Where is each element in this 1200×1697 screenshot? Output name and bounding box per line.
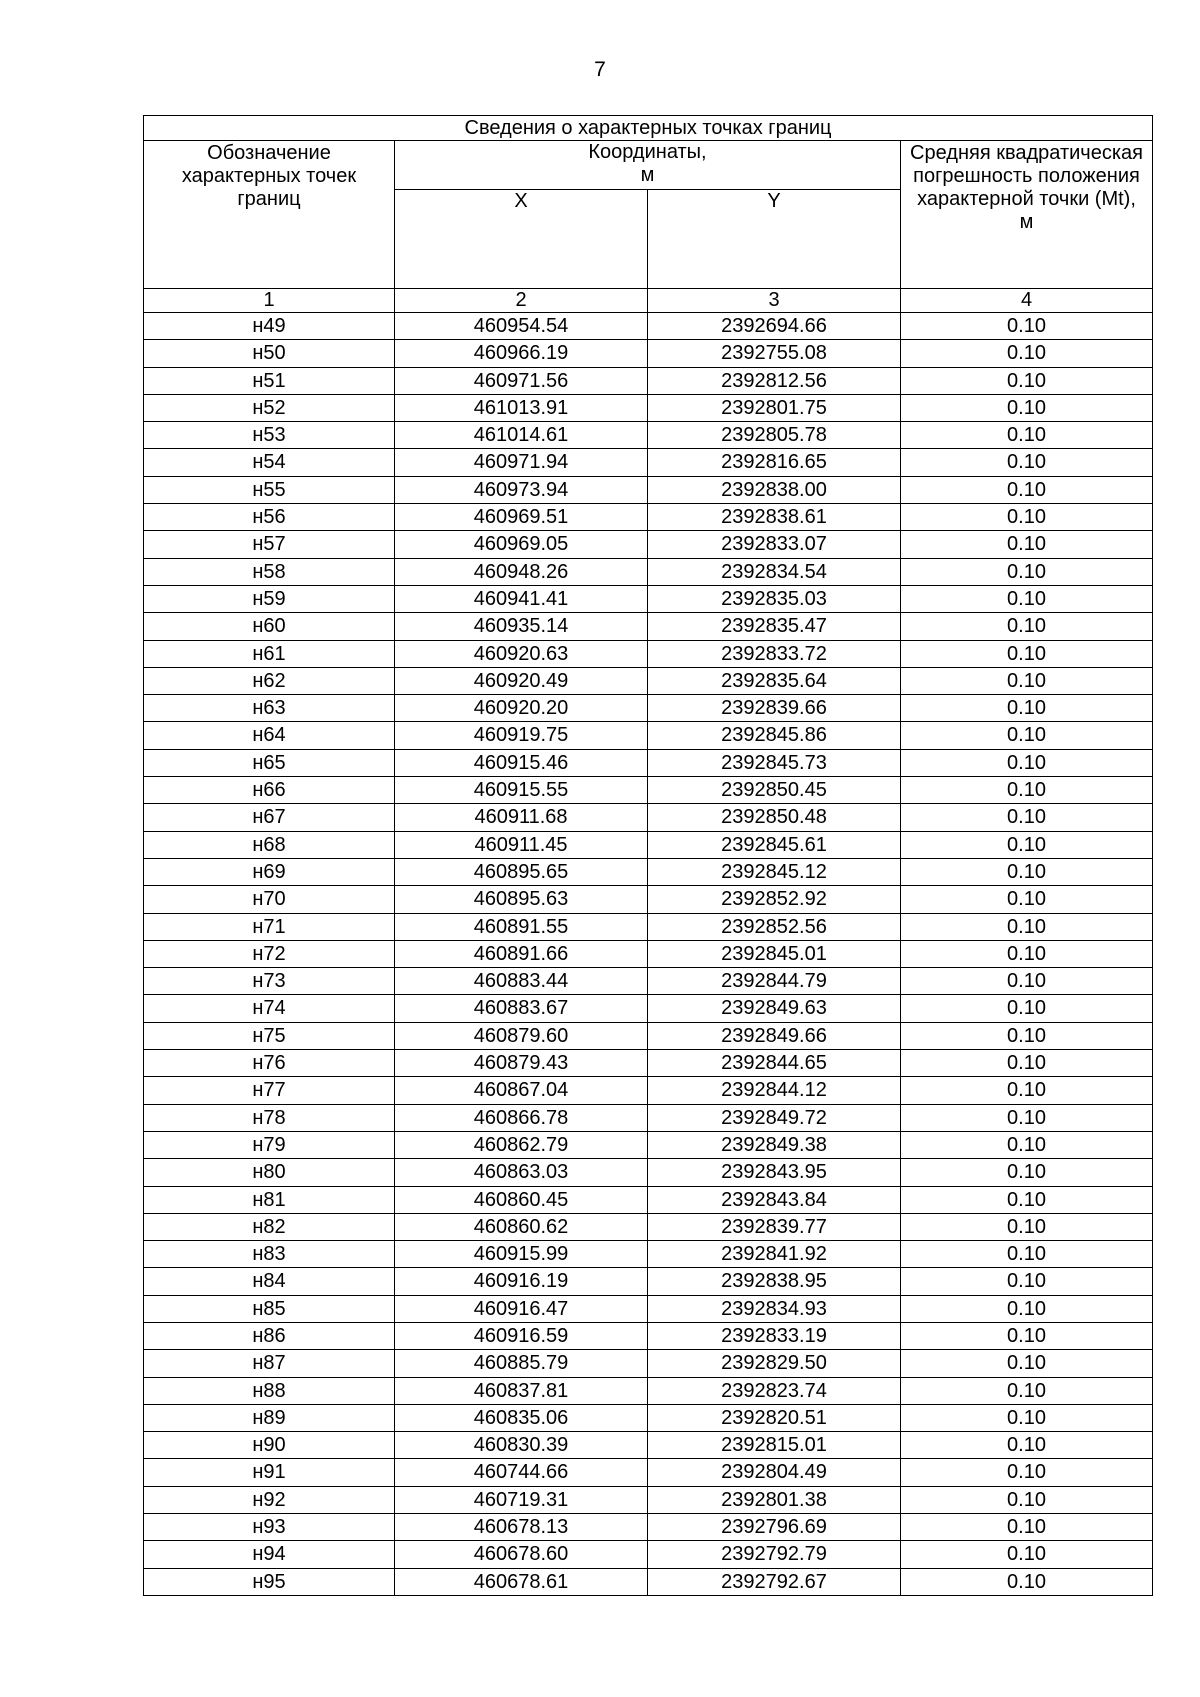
x-coordinate-cell: 460860.45: [395, 1186, 648, 1213]
y-coordinate-cell: 2392844.65: [648, 1050, 901, 1077]
point-id-cell: н61: [144, 640, 395, 667]
point-id-cell: н60: [144, 613, 395, 640]
mt-error-cell: 0.10: [901, 1241, 1153, 1268]
x-coordinate-cell: 460895.63: [395, 886, 648, 913]
column-number-1: 1: [144, 289, 395, 313]
point-id-cell: н71: [144, 913, 395, 940]
x-coordinate-cell: 460719.31: [395, 1486, 648, 1513]
y-coordinate-cell: 2392849.38: [648, 1131, 901, 1158]
table-title: Сведения о характерных точках границ: [144, 116, 1153, 141]
mt-error-cell: 0.10: [901, 777, 1153, 804]
mt-error-cell: 0.10: [901, 558, 1153, 585]
page-number: 7: [594, 58, 606, 81]
table-row: [144, 1022, 1153, 1049]
column-number-2: 2: [395, 289, 648, 313]
y-coordinate-cell: 2392833.19: [648, 1322, 901, 1349]
mt-error-cell: 0.10: [901, 1459, 1153, 1486]
x-coordinate-cell: 460863.03: [395, 1159, 648, 1186]
y-coordinate-cell: 2392755.08: [648, 340, 901, 367]
point-id-cell: н89: [144, 1404, 395, 1431]
table-row: [144, 1404, 1153, 1431]
point-id-cell: н82: [144, 1213, 395, 1240]
point-id-cell: н50: [144, 340, 395, 367]
table-row: [144, 1050, 1153, 1077]
x-coordinate-cell: 461013.91: [395, 394, 648, 421]
table-row: [144, 777, 1153, 804]
x-coordinate-cell: 460867.04: [395, 1077, 648, 1104]
y-coordinate-cell: 2392835.47: [648, 613, 901, 640]
table-row: [144, 1104, 1153, 1131]
y-coordinate-cell: 2392823.74: [648, 1377, 901, 1404]
x-coordinate-cell: 460879.60: [395, 1022, 648, 1049]
error-unit: м: [1019, 211, 1034, 233]
x-coordinate-cell: 460916.47: [395, 1295, 648, 1322]
point-id-cell: н90: [144, 1432, 395, 1459]
x-coordinate-cell: 460969.51: [395, 504, 648, 531]
error-header: [901, 141, 1153, 289]
mt-error-cell: 0.10: [901, 1568, 1153, 1595]
designation-header: [144, 141, 395, 289]
table-row: [144, 1241, 1153, 1268]
point-id-cell: н55: [144, 476, 395, 503]
table-row: [144, 858, 1153, 885]
table-row: [144, 722, 1153, 749]
point-id-cell: н77: [144, 1077, 395, 1104]
y-coordinate-cell: 2392833.72: [648, 640, 901, 667]
y-coordinate-cell: 2392801.38: [648, 1486, 901, 1513]
table-row: [144, 1186, 1153, 1213]
y-coordinate-cell: 2392833.07: [648, 531, 901, 558]
mt-error-cell: 0.10: [901, 1377, 1153, 1404]
x-coordinate-cell: 460915.99: [395, 1241, 648, 1268]
point-id-cell: н72: [144, 940, 395, 967]
point-id-cell: н87: [144, 1350, 395, 1377]
mt-error-cell: 0.10: [901, 1404, 1153, 1431]
point-id-cell: н93: [144, 1514, 395, 1541]
table-row: [144, 940, 1153, 967]
column-number-3: 3: [648, 289, 901, 313]
x-coordinate-cell: 460883.44: [395, 968, 648, 995]
y-coordinate-cell: 2392845.01: [648, 940, 901, 967]
point-id-cell: н54: [144, 449, 395, 476]
x-coordinate-cell: 460916.59: [395, 1322, 648, 1349]
point-id-cell: н53: [144, 422, 395, 449]
x-coordinate-cell: 460920.63: [395, 640, 648, 667]
mt-error-cell: 0.10: [901, 1322, 1153, 1349]
table-row: [144, 1295, 1153, 1322]
table-row: [144, 476, 1153, 503]
mt-error-cell: 0.10: [901, 585, 1153, 612]
mt-error-cell: 0.10: [901, 968, 1153, 995]
mt-error-cell: 0.10: [901, 1131, 1153, 1158]
y-coordinate-cell: 2392849.66: [648, 1022, 901, 1049]
table-row: [144, 749, 1153, 776]
point-id-cell: н88: [144, 1377, 395, 1404]
point-id-cell: н57: [144, 531, 395, 558]
y-coordinate-cell: 2392829.50: [648, 1350, 901, 1377]
y-coordinate-cell: 2392804.49: [648, 1459, 901, 1486]
x-coordinate-cell: 460973.94: [395, 476, 648, 503]
x-coordinate-cell: 460971.94: [395, 449, 648, 476]
table-row: [144, 1159, 1153, 1186]
table-row: [144, 695, 1153, 722]
point-id-cell: н81: [144, 1186, 395, 1213]
x-coordinate-cell: 460971.56: [395, 367, 648, 394]
x-header: X: [395, 190, 648, 289]
coordinates-header: [395, 141, 901, 190]
point-id-cell: н51: [144, 367, 395, 394]
table-row: [144, 1077, 1153, 1104]
x-coordinate-cell: 460941.41: [395, 585, 648, 612]
mt-error-cell: 0.10: [901, 804, 1153, 831]
x-coordinate-cell: 460883.67: [395, 995, 648, 1022]
y-coordinate-cell: 2392834.93: [648, 1295, 901, 1322]
table-row: [144, 585, 1153, 612]
y-coordinate-cell: 2392844.79: [648, 968, 901, 995]
mt-error-cell: 0.10: [901, 886, 1153, 913]
y-coordinate-cell: 2392841.92: [648, 1241, 901, 1268]
x-coordinate-cell: 460837.81: [395, 1377, 648, 1404]
y-coordinate-cell: 2392852.92: [648, 886, 901, 913]
y-coordinate-cell: 2392834.54: [648, 558, 901, 585]
mt-error-cell: 0.10: [901, 1077, 1153, 1104]
table-row: [144, 831, 1153, 858]
table-title-row: [144, 116, 1153, 141]
x-coordinate-cell: 460920.49: [395, 667, 648, 694]
point-id-cell: н64: [144, 722, 395, 749]
mt-error-cell: 0.10: [901, 695, 1153, 722]
table-row: [144, 313, 1153, 340]
table-row: [144, 804, 1153, 831]
x-coordinate-cell: 460916.19: [395, 1268, 648, 1295]
x-coordinate-cell: 460891.66: [395, 940, 648, 967]
mt-error-cell: 0.10: [901, 1432, 1153, 1459]
point-id-cell: н95: [144, 1568, 395, 1595]
table-row: [144, 1131, 1153, 1158]
x-coordinate-cell: 460678.60: [395, 1541, 648, 1568]
table-row: [144, 422, 1153, 449]
y-coordinate-cell: 2392845.86: [648, 722, 901, 749]
x-coordinate-cell: 460969.05: [395, 531, 648, 558]
y-coordinate-cell: 2392843.84: [648, 1186, 901, 1213]
table-row: [144, 913, 1153, 940]
mt-error-cell: 0.10: [901, 504, 1153, 531]
mt-error-cell: 0.10: [901, 1486, 1153, 1513]
point-id-cell: н70: [144, 886, 395, 913]
table-row: [144, 504, 1153, 531]
x-coordinate-cell: 460915.46: [395, 749, 648, 776]
y-coordinate-cell: 2392820.51: [648, 1404, 901, 1431]
point-id-cell: н67: [144, 804, 395, 831]
table-row: [144, 1268, 1153, 1295]
point-id-cell: н62: [144, 667, 395, 694]
y-coordinate-cell: 2392849.72: [648, 1104, 901, 1131]
x-coordinate-cell: 460911.68: [395, 804, 648, 831]
point-id-cell: н84: [144, 1268, 395, 1295]
y-coordinate-cell: 2392844.12: [648, 1077, 901, 1104]
y-coordinate-cell: 2392850.45: [648, 777, 901, 804]
mt-error-cell: 0.10: [901, 422, 1153, 449]
x-coordinate-cell: 460830.39: [395, 1432, 648, 1459]
point-id-cell: н79: [144, 1131, 395, 1158]
point-id-cell: н65: [144, 749, 395, 776]
x-coordinate-cell: 460935.14: [395, 613, 648, 640]
x-coordinate-cell: 460862.79: [395, 1131, 648, 1158]
x-coordinate-cell: 460891.55: [395, 913, 648, 940]
y-coordinate-cell: 2392835.64: [648, 667, 901, 694]
point-id-cell: н73: [144, 968, 395, 995]
y-coordinate-cell: 2392843.95: [648, 1159, 901, 1186]
x-coordinate-cell: 460744.66: [395, 1459, 648, 1486]
mt-error-cell: 0.10: [901, 1186, 1153, 1213]
mt-error-cell: 0.10: [901, 313, 1153, 340]
mt-error-cell: 0.10: [901, 640, 1153, 667]
table-row: [144, 1432, 1153, 1459]
x-coordinate-cell: 460911.45: [395, 831, 648, 858]
x-coordinate-cell: 460920.20: [395, 695, 648, 722]
boundary-points-table: [143, 115, 1153, 1596]
y-coordinate-cell: 2392839.66: [648, 695, 901, 722]
mt-error-cell: 0.10: [901, 831, 1153, 858]
point-id-cell: н75: [144, 1022, 395, 1049]
table-row: [144, 394, 1153, 421]
point-id-cell: н94: [144, 1541, 395, 1568]
mt-error-cell: 0.10: [901, 913, 1153, 940]
y-coordinate-cell: 2392845.73: [648, 749, 901, 776]
y-coordinate-cell: 2392839.77: [648, 1213, 901, 1240]
y-coordinate-cell: 2392838.61: [648, 504, 901, 531]
y-coordinate-cell: 2392805.78: [648, 422, 901, 449]
point-id-cell: н78: [144, 1104, 395, 1131]
point-id-cell: н91: [144, 1459, 395, 1486]
x-coordinate-cell: 460954.54: [395, 313, 648, 340]
mt-error-cell: 0.10: [901, 1050, 1153, 1077]
point-id-cell: н66: [144, 777, 395, 804]
table-row: [144, 886, 1153, 913]
x-coordinate-cell: 460915.55: [395, 777, 648, 804]
point-id-cell: н74: [144, 995, 395, 1022]
x-coordinate-cell: 460948.26: [395, 558, 648, 585]
mt-error-cell: 0.10: [901, 1514, 1153, 1541]
point-id-cell: н69: [144, 858, 395, 885]
table-row: [144, 1541, 1153, 1568]
mt-error-cell: 0.10: [901, 722, 1153, 749]
point-id-cell: н58: [144, 558, 395, 585]
mt-error-cell: 0.10: [901, 1350, 1153, 1377]
mt-error-cell: 0.10: [901, 1159, 1153, 1186]
y-coordinate-cell: 2392694.66: [648, 313, 901, 340]
y-header: Y: [648, 190, 901, 289]
x-coordinate-cell: 460885.79: [395, 1350, 648, 1377]
mt-error-cell: 0.10: [901, 449, 1153, 476]
column-number-row: [144, 289, 1153, 313]
x-coordinate-cell: 460879.43: [395, 1050, 648, 1077]
table-row: [144, 367, 1153, 394]
mt-error-cell: 0.10: [901, 1541, 1153, 1568]
point-id-cell: н92: [144, 1486, 395, 1513]
header-row-1: [144, 141, 1153, 190]
x-coordinate-cell: 461014.61: [395, 422, 648, 449]
table-row: [144, 531, 1153, 558]
y-coordinate-cell: 2392838.95: [648, 1268, 901, 1295]
table-row: [144, 640, 1153, 667]
mt-error-cell: 0.10: [901, 1104, 1153, 1131]
mt-error-cell: 0.10: [901, 367, 1153, 394]
table-row: [144, 1350, 1153, 1377]
coordinates-unit: м: [640, 164, 655, 186]
table-row: [144, 613, 1153, 640]
error-header-text: Средняя квадратическая погрешность положения характерной точки (Mt),: [910, 142, 1143, 210]
coordinates-header-text: Координаты,: [588, 141, 707, 163]
y-coordinate-cell: 2392796.69: [648, 1514, 901, 1541]
mt-error-cell: 0.10: [901, 858, 1153, 885]
table-row: [144, 1213, 1153, 1240]
mt-error-cell: 0.10: [901, 749, 1153, 776]
point-id-cell: н83: [144, 1241, 395, 1268]
point-id-cell: н52: [144, 394, 395, 421]
point-id-cell: н63: [144, 695, 395, 722]
mt-error-cell: 0.10: [901, 340, 1153, 367]
table-row: [144, 340, 1153, 367]
mt-error-cell: 0.10: [901, 1213, 1153, 1240]
table-row: [144, 1459, 1153, 1486]
mt-error-cell: 0.10: [901, 1268, 1153, 1295]
mt-error-cell: 0.10: [901, 940, 1153, 967]
point-id-cell: н80: [144, 1159, 395, 1186]
designation-header-text: Обозначение характерных точек границ: [181, 142, 357, 210]
y-coordinate-cell: 2392849.63: [648, 995, 901, 1022]
point-id-cell: н68: [144, 831, 395, 858]
y-coordinate-cell: 2392815.01: [648, 1432, 901, 1459]
y-coordinate-cell: 2392850.48: [648, 804, 901, 831]
x-coordinate-cell: 460835.06: [395, 1404, 648, 1431]
table-row: [144, 968, 1153, 995]
mt-error-cell: 0.10: [901, 1022, 1153, 1049]
x-coordinate-cell: 460895.65: [395, 858, 648, 885]
y-coordinate-cell: 2392812.56: [648, 367, 901, 394]
point-id-cell: н85: [144, 1295, 395, 1322]
mt-error-cell: 0.10: [901, 394, 1153, 421]
y-coordinate-cell: 2392845.12: [648, 858, 901, 885]
column-number-4: 4: [901, 289, 1153, 313]
mt-error-cell: 0.10: [901, 1295, 1153, 1322]
x-coordinate-cell: 460966.19: [395, 340, 648, 367]
mt-error-cell: 0.10: [901, 531, 1153, 558]
point-id-cell: н76: [144, 1050, 395, 1077]
table-row: [144, 995, 1153, 1022]
table-row: [144, 667, 1153, 694]
table-row: [144, 1377, 1153, 1404]
y-coordinate-cell: 2392845.61: [648, 831, 901, 858]
point-id-cell: н59: [144, 585, 395, 612]
y-coordinate-cell: 2392835.03: [648, 585, 901, 612]
x-coordinate-cell: 460866.78: [395, 1104, 648, 1131]
table-row: [144, 558, 1153, 585]
table-row: [144, 449, 1153, 476]
x-coordinate-cell: 460860.62: [395, 1213, 648, 1240]
point-id-cell: н49: [144, 313, 395, 340]
y-coordinate-cell: 2392816.65: [648, 449, 901, 476]
point-id-cell: н86: [144, 1322, 395, 1349]
table-row: [144, 1568, 1153, 1595]
table-row: [144, 1322, 1153, 1349]
y-coordinate-cell: 2392801.75: [648, 394, 901, 421]
mt-error-cell: 0.10: [901, 476, 1153, 503]
x-coordinate-cell: 460919.75: [395, 722, 648, 749]
table-row: [144, 1514, 1153, 1541]
y-coordinate-cell: 2392852.56: [648, 913, 901, 940]
point-id-cell: н56: [144, 504, 395, 531]
mt-error-cell: 0.10: [901, 667, 1153, 694]
mt-error-cell: 0.10: [901, 613, 1153, 640]
x-coordinate-cell: 460678.13: [395, 1514, 648, 1541]
mt-error-cell: 0.10: [901, 995, 1153, 1022]
x-coordinate-cell: 460678.61: [395, 1568, 648, 1595]
y-coordinate-cell: 2392838.00: [648, 476, 901, 503]
y-coordinate-cell: 2392792.67: [648, 1568, 901, 1595]
table-row: [144, 1486, 1153, 1513]
y-coordinate-cell: 2392792.79: [648, 1541, 901, 1568]
